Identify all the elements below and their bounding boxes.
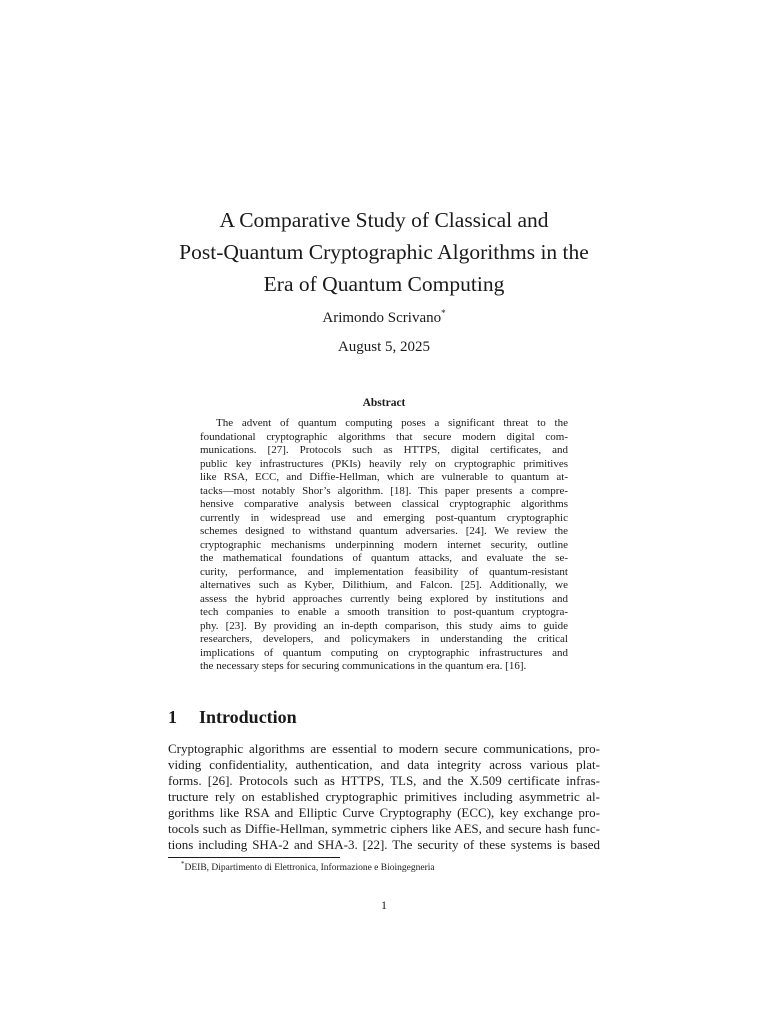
footnote-text: DEIB, Dipartimento di Elettronica, Informazione e Bioingegneria (184, 863, 435, 874)
section-title: Introduction (199, 707, 297, 727)
author (0, 308, 768, 327)
abstract-line: the mathematical foundations of quantum attacks, and evaluate the se- (200, 552, 568, 564)
footnote-rule (168, 857, 340, 858)
body-line: Cryptographic algorithms are essential to modern secure communications, pro- (168, 741, 600, 756)
abstract-line: like RSA, ECC, and Diffie-Hellman, which are vulnerable to quantum at- (200, 471, 568, 483)
abstract-heading: Abstract (362, 397, 406, 409)
introduction-body (168, 741, 600, 853)
abstract-line: assess the hybrid approaches currently being explored by institutions and (200, 592, 568, 605)
abstract-line: implications of quantum computing on cryptographic infrastructures and (200, 646, 568, 659)
abstract-line: researchers, developers, and policymakers in understanding the critical (200, 633, 568, 645)
author-name: Arimondo Scrivano (322, 310, 442, 326)
paper-date: August 5, 2025 (337, 339, 431, 355)
abstract-line: tacks—most notably Shor’s algorithm. [18]. This paper presents a compre- (200, 484, 568, 497)
title-line: Post-Quantum Cryptographic Algorithms in the (179, 240, 589, 264)
abstract-line: The advent of quantum computing poses a significant threat to the (216, 417, 568, 429)
footnote (181, 860, 435, 873)
section-heading (168, 707, 297, 728)
abstract-line: tech companies to enable a smooth transition to post-quantum cryptogra- (200, 606, 568, 618)
abstract-line: schemes designed to withstand quantum adversaries. [24]. We review the (200, 525, 568, 537)
title-line: A Comparative Study of Classical and (219, 208, 549, 232)
author-footnote-mark: * (441, 308, 446, 318)
body-line: viding confidentiality, authentication, and data integrity across various plat- (168, 757, 600, 772)
body-line: tructure rely on established cryptographic primitives including asymmetric al- (168, 789, 600, 804)
abstract-line: munications. [27]. Protocols such as HTTPS, digital certificates, and (200, 444, 568, 456)
abstract-line: hensive comparative analysis between classical cryptographic algorithms (200, 498, 568, 510)
footnote-mark: * (181, 860, 185, 868)
abstract-line: cryptographic mechanisms underpinning modern internet security, outline (200, 538, 568, 551)
paper-title (120, 204, 648, 300)
abstract-line: foundational cryptographic algorithms that secure modern digital com- (200, 430, 568, 443)
body-line: tocols such as Diffie-Hellman, symmetric ciphers like AES, and secure hash func- (168, 821, 600, 836)
abstract-line: alternatives such as Kyber, Dilithium, and Falcon. [25]. Additionally, we (200, 579, 568, 591)
page-number: 1 (381, 898, 387, 912)
title-line: Era of Quantum Computing (263, 272, 505, 296)
body-line: tions including SHA-2 and SHA-3. [22]. The security of these systems is based (168, 837, 600, 852)
abstract-line: currently in widespread use and emerging post-quantum cryptographic (200, 511, 568, 524)
body-line: gorithms like RSA and Elliptic Curve Cryptography (ECC), key exchange pro- (168, 805, 600, 820)
abstract-line: phy. [23]. By providing an in-depth comparison, this study aims to guide (200, 619, 568, 632)
abstract-line: curity, performance, and implementation feasibility of quantum-resistant (200, 565, 568, 578)
abstract-body (200, 417, 568, 674)
abstract-line: public key infrastructures (PKIs) heavily rely on cryptographic primitives (200, 457, 568, 470)
body-line: forms. [26]. Protocols such as HTTPS, TLS, and the X.509 certificate infras- (168, 773, 600, 788)
section-number: 1 (168, 707, 177, 727)
abstract-line: the necessary steps for securing communications in the quantum era. [16]. (200, 660, 527, 672)
